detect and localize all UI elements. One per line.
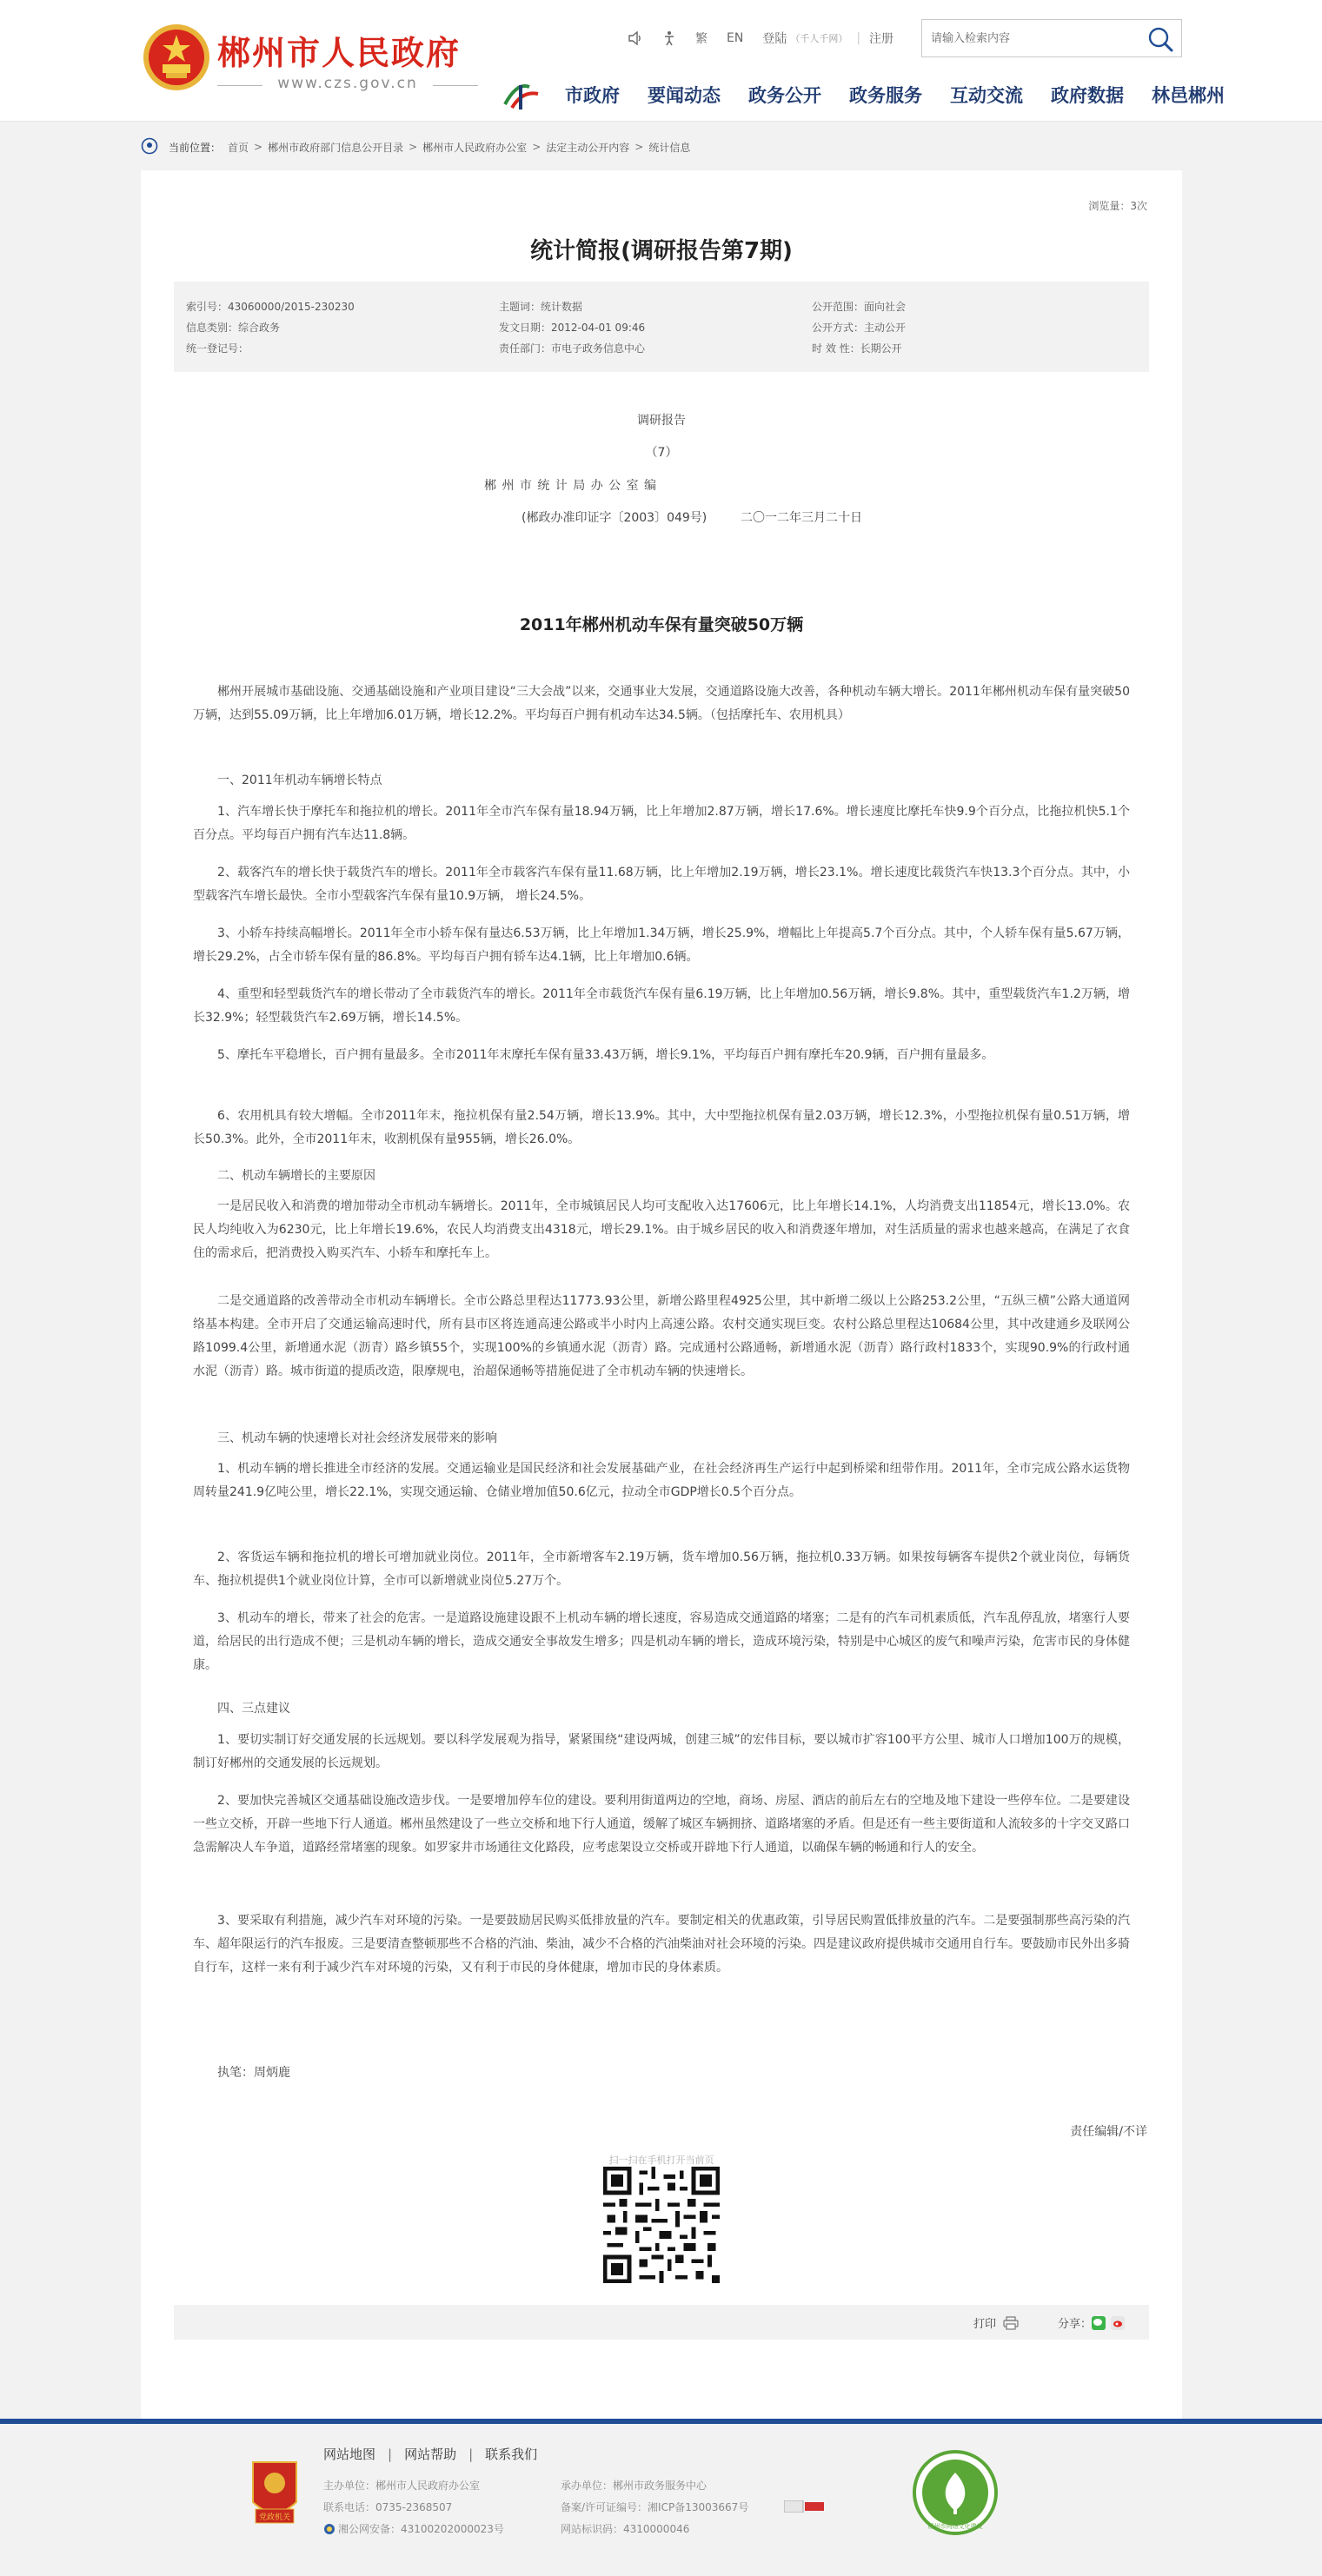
- meta-uniform-no: 统一登记号：: [186, 342, 249, 355]
- site-url-row: [217, 75, 478, 96]
- wechat-icon[interactable]: [1092, 2316, 1106, 2330]
- breadcrumb-label: 当前位置：: [169, 141, 222, 154]
- report-subtitle: 2011年郴州机动车保有量突破50万辆: [519, 615, 804, 634]
- site-title[interactable]: 郴州市人民政府: [217, 33, 462, 72]
- section-heading: 四、三点建议: [217, 1702, 290, 1716]
- report-permit: (郴政办准印证字〔2003〕049号): [521, 511, 708, 525]
- weibo-icon[interactable]: [1111, 2316, 1125, 2330]
- author: 执笔：周炳鹿: [217, 2066, 290, 2080]
- location-pin-icon: [141, 137, 158, 156]
- footer-undertaker: 承办单位：郴州市政务服务中心: [561, 2480, 708, 2492]
- footer-link-sitemap[interactable]: 网站地图: [323, 2447, 376, 2462]
- section-heading: 一、2011年机动车辆增长特点: [217, 773, 382, 787]
- traditional-chinese-link[interactable]: 繁: [695, 32, 708, 46]
- footer-host: 主办单位：郴州市人民政府办公室: [323, 2480, 481, 2492]
- breadcrumb-item-office[interactable]: 郴州市人民政府办公室: [422, 141, 528, 154]
- paragraph: 5、摩托车平稳增长，百户拥有量最多。全市2011年末摩托车保有量33.43万辆，增长9.1%，平均每百户拥有摩托车20.9辆，百户拥有量最多。: [217, 1048, 994, 1062]
- section-heading: 二、机动车辆增长的主要原因: [217, 1169, 375, 1183]
- meta-publish-date: 发文日期：2012-04-01 09:46: [499, 322, 646, 334]
- nav-item-city-government[interactable]: 市政府: [565, 85, 620, 106]
- icp-badge-icon: [784, 2500, 824, 2513]
- accessibility-icon[interactable]: [662, 30, 676, 46]
- breadcrumb-item-statistics[interactable]: 统计信息: [648, 141, 691, 154]
- view-count: 浏览量：3次: [1088, 200, 1147, 212]
- breadcrumb-item-statutory[interactable]: 法定主动公开内容: [546, 141, 630, 154]
- english-link[interactable]: EN: [727, 31, 744, 45]
- paragraph: 6、农用机具有较大增幅。全市2011年末，拖拉机保有量2.54万辆，增长13.9%。其中，大中型拖拉机保有量2.03万辆，增长12.3%，小型拖拉机保有量0.51万辆，增长50.3%。此外，全市2011年末，收割机保有量955辆，增长26.0%。: [193, 1109, 1130, 1146]
- article-meta: [174, 282, 1149, 372]
- qr-code-icon: [603, 2167, 720, 2283]
- search-box: [921, 19, 1182, 57]
- party-government-badge-icon[interactable]: [249, 2459, 301, 2528]
- national-emblem-icon: [142, 23, 211, 94]
- footer-link-help[interactable]: 网站帮助: [404, 2447, 457, 2462]
- footer-police[interactable]: [323, 2521, 504, 2536]
- nav-item-government-data[interactable]: 政府数据: [1051, 85, 1124, 106]
- footer-icp[interactable]: 备案/许可证编号：湘ICP备13003667号: [561, 2501, 749, 2513]
- report-date: 二〇一二年三月二十日: [741, 511, 862, 525]
- print-label: 打印: [973, 2318, 996, 2331]
- nav-logo-icon: [500, 78, 543, 113]
- nav-item-open-government[interactable]: 政务公开: [748, 85, 821, 106]
- print-button[interactable]: [973, 2314, 1019, 2331]
- speaker-icon[interactable]: [628, 31, 643, 45]
- paragraph: 郴州开展城市基础设施、交通基础设施和产业项目建设“三大会战”以来，交通事业大发展，交通道路设施大改善，各种机动车辆大增长。2011年郴州机动车保有量突破50万辆，达到55.09万辆，比上年增加6.01万辆，增长12.2%。平均每百户拥有机动车达34.5辆。（包括摩托车、农用机具）: [193, 685, 1130, 722]
- qr-caption: 扫一扫在手机打开当前页: [608, 2154, 714, 2166]
- main-nav: [565, 82, 1225, 108]
- meta-index-no: 索引号：43060000/2015-230230: [186, 301, 355, 313]
- search-icon[interactable]: [1146, 25, 1174, 53]
- police-badge-icon: [323, 2523, 335, 2535]
- seal-text: 郴州市网络文化建设: [927, 2523, 983, 2530]
- site-header: [0, 0, 1322, 122]
- nav-item-interaction[interactable]: 互动交流: [950, 85, 1023, 106]
- paragraph: 2、要加快完善城区交通基础设施改造步伐。一是要增加停车位的建设。要利用街道两边的空地，商场、房屋、酒店的前后左右的空地及地下建设一些停车位。二是要建设一些立交桥，开辟一些地下行人通道。郴州虽然建设了一些立交桥和地下行人通道，缓解了城区车辆拥挤、道路堵塞的矛盾。但是还有一些主要街道和人流较多的十字交叉路口急需解决人车争道，道路经常堵塞的现象。如罗家井市场通往文化路段，应考虑架设立交桥或开辟地下行人通道，以确保车辆的畅通和行人的安全。: [193, 1794, 1130, 1855]
- meta-topic: 主题词：统计数据: [499, 301, 583, 313]
- search-input[interactable]: [931, 27, 1139, 50]
- paragraph: 3、机动车的增长，带来了社会的危害。一是道路设施建设跟不上机动车辆的增长速度，容易造成交通道路的堵塞；二是有的汽车司机素质低，汽车乱停乱放，堵塞行人要道，给居民的出行造成不便；三是机动车辆的增长，造成交通安全事故发生增多；四是机动车辆的增长，造成环境污染，特别是中心城区的废气和噪声污染，危害市民的身体健康。: [193, 1611, 1130, 1672]
- paragraph: 二是交通道路的改善带动全市机动车辆增长。全市公路总里程达11773.93公里，新增公路里程4925公里，其中新增二级以上公路253.2公里，“五纵三横”公路大通道网络基本构建。全市开启了交通运输高速时代，所有县市区将连通高速公路或半小时内上高速公路。农村交通实现巨变。农村公路总里程达10684公里，其中改建通乡及联网公路1099.4公里，新增通水泥（沥青）路乡镇55个，实现100%的乡镇通水泥（沥青）路。完成通村公路通畅，新增通水泥（沥青）路行政村1833个，实现90.9%的行政村通水泥（沥青）路。城市街道的提质改造，限摩规电，治超保通畅等措施促进了全市机动车辆的快速增长。: [193, 1294, 1130, 1378]
- report-issue: （7）: [645, 446, 678, 460]
- meta-method: 公开方式：主动公开: [812, 322, 907, 334]
- article-card: [141, 170, 1182, 2486]
- share-group: [1058, 2314, 1125, 2331]
- report-office: 郴 州 市 统 计 局 办 公 室 编: [484, 479, 658, 493]
- paragraph: 1、汽车增长快于摩托车和拖拉机的增长。2011年全市汽车保有量18.94万辆，比上年增加2.87万辆，增长17.6%。增长速度比摩托车快9.9个百分点，比拖拉机快5.1个百分点。平均每百户拥有汽车达11.8辆。: [193, 805, 1130, 842]
- paragraph: 3、要采取有利措施，减少汽车对环境的污染。一是要鼓励居民购买低排放量的汽车。要制定相关的优惠政策，引导居民购置低排放量的汽车。二是要强制那些高污染的汽车、超年限运行的汽车报废。三是要清查整顿那些不合格的汽油、柴油，减少不合格的汽油柴油对社会环境的污染。四是建议政府提供城市交通用自行车。要鼓励市民外出多骑自行车，这样一来有利于减少汽车对环境的污染，又有利于市民的身体健康，增加市民的身体素质。: [193, 1914, 1130, 1975]
- utility-links: 繁 EN 登陆 （千人千网） | 注册: [628, 28, 913, 49]
- login-link[interactable]: 登陆: [762, 32, 787, 46]
- share-bar: [174, 2305, 1149, 2340]
- login-note: （千人千网）: [790, 33, 848, 44]
- paragraph: 一是居民收入和消费的增加带动全市机动车辆增长。2011年，全市城镇居民人均可支配收入达17606元，比上年增长14.1%，人均消费支出11854元，增长13.0%。农民人均纯收入为6230元，比上年增长19.6%，农民人均消费支出4318元，增长29.1%。由于城乡居民的收入和消费逐年增加，对生活质量的需求也越来越高，在满足了衣食住的需求后，把消费投入购买汽车、小轿车和摩托车上。: [193, 1199, 1130, 1260]
- paragraph: 2、客货运车辆和拖拉机的增长可增加就业岗位。2011年，全市新增客车2.19万辆，货车增加0.56万辆，拖拉机0.33万辆。如果按每辆客车提供2个就业岗位，每辆货车、拖拉机提供1个就业岗位计算，全市可以新增就业岗位5.27万个。: [193, 1550, 1130, 1588]
- site-url: www.czs.gov.cn: [277, 75, 418, 92]
- meta-scope: 公开范围：面向社会: [812, 301, 907, 313]
- printer-icon: [1003, 2316, 1019, 2330]
- meta-validity: 时 效 性：长期公开: [812, 342, 902, 355]
- paragraph: 4、重型和轻型载货汽车的增长带动了全市载货汽车的增长。2011年全市载货汽车保有量6.19万辆，比上年增加0.56万辆，增长9.8%。其中，重型载货汽车1.2万辆，增长32.9%；轻型载货汽车2.69万辆，增长14.5%。: [193, 987, 1130, 1025]
- nav-item-services[interactable]: 政务服务: [849, 85, 922, 106]
- footer-phone: 联系电话：0735-2368507: [323, 2501, 453, 2513]
- breadcrumb: 当前位置： 首页 > 郴州市政府部门信息公开目录 > 郴州市人民政府办公室 > 法定主动公开内容 > 统计信息: [141, 136, 690, 157]
- breadcrumb-item-home[interactable]: 首页: [228, 141, 249, 154]
- nav-item-news[interactable]: 要闻动态: [648, 85, 721, 106]
- paragraph: 3、小轿车持续高幅增长。2011年全市小轿车保有量达6.53万辆，比上年增加1.34万辆，增长25.9%，增幅比上年提高5.7个百分点。其中，个人轿车保有量5.67万辆，增长29.2%，占全市轿车保有量的86.8%。平均每百户拥有轿车达4.1辆，比上年增加0.6辆。: [193, 926, 1130, 964]
- footer-links: 网站地图 | 网站帮助 | 联系我们: [323, 2446, 538, 2462]
- report-label: 调研报告: [637, 414, 686, 428]
- paragraph: 1、要切实制订好交通发展的长远规划。要以科学发展观为指导，紧紧围绕“建设两城，创建三城”的宏伟目标，要以城市扩容100平方公里、城市人口增加100万的规模，制订好郴州的交通发展的长远规划。: [193, 1733, 1130, 1770]
- section-heading: 三、机动车辆的快速增长对社会经济发展带来的影响: [217, 1431, 497, 1445]
- share-label: 分享：: [1057, 2318, 1092, 2331]
- footer-police-text: 湘公网安备：43100202000023号: [338, 2523, 504, 2535]
- footer-site-code: 网站标识码：4310000046: [561, 2523, 690, 2535]
- paragraph: 2、载客汽车的增长快于载货汽车的增长。2011年全市载客汽车保有量11.68万辆，比上年增加2.19万辆，增长23.1%。增长速度比载货汽车快13.3个百分点。其中，小型载客汽车增长最快。全市小型载客汽车保有量10.9万辆， 增长24.5%。: [193, 866, 1130, 903]
- nav-item-linyi-chenzhou[interactable]: 林邑郴州: [1152, 85, 1225, 106]
- site-footer: [0, 2424, 1322, 2576]
- badge-text: 党政机关: [258, 2513, 291, 2522]
- responsible-editor: 责任编辑/不详: [1070, 2125, 1147, 2139]
- meta-responsible: 责任部门：市电子政务信息中心: [499, 342, 646, 355]
- register-link[interactable]: 注册: [869, 32, 894, 46]
- meta-category: 信息类别：综合政务: [186, 322, 281, 334]
- network-culture-seal-icon[interactable]: [913, 2450, 998, 2535]
- footer-link-contact[interactable]: 联系我们: [485, 2447, 538, 2462]
- breadcrumb-item-catalog[interactable]: 郴州市政府部门信息公开目录: [268, 141, 404, 154]
- article-title: 统计简报(调研报告第7期): [530, 238, 793, 264]
- paragraph: 1、机动车辆的增长推进全市经济的发展。交通运输业是国民经济和社会发展基础产业，在社会经济再生产运行中起到桥梁和纽带作用。2011年，全市完成公路水运货物周转量241.9亿吨公里，增长22.1%，实现交通运输、仓储业增加值50.6亿元，拉动全市GDP增长0.5个百分点。: [193, 1462, 1130, 1499]
